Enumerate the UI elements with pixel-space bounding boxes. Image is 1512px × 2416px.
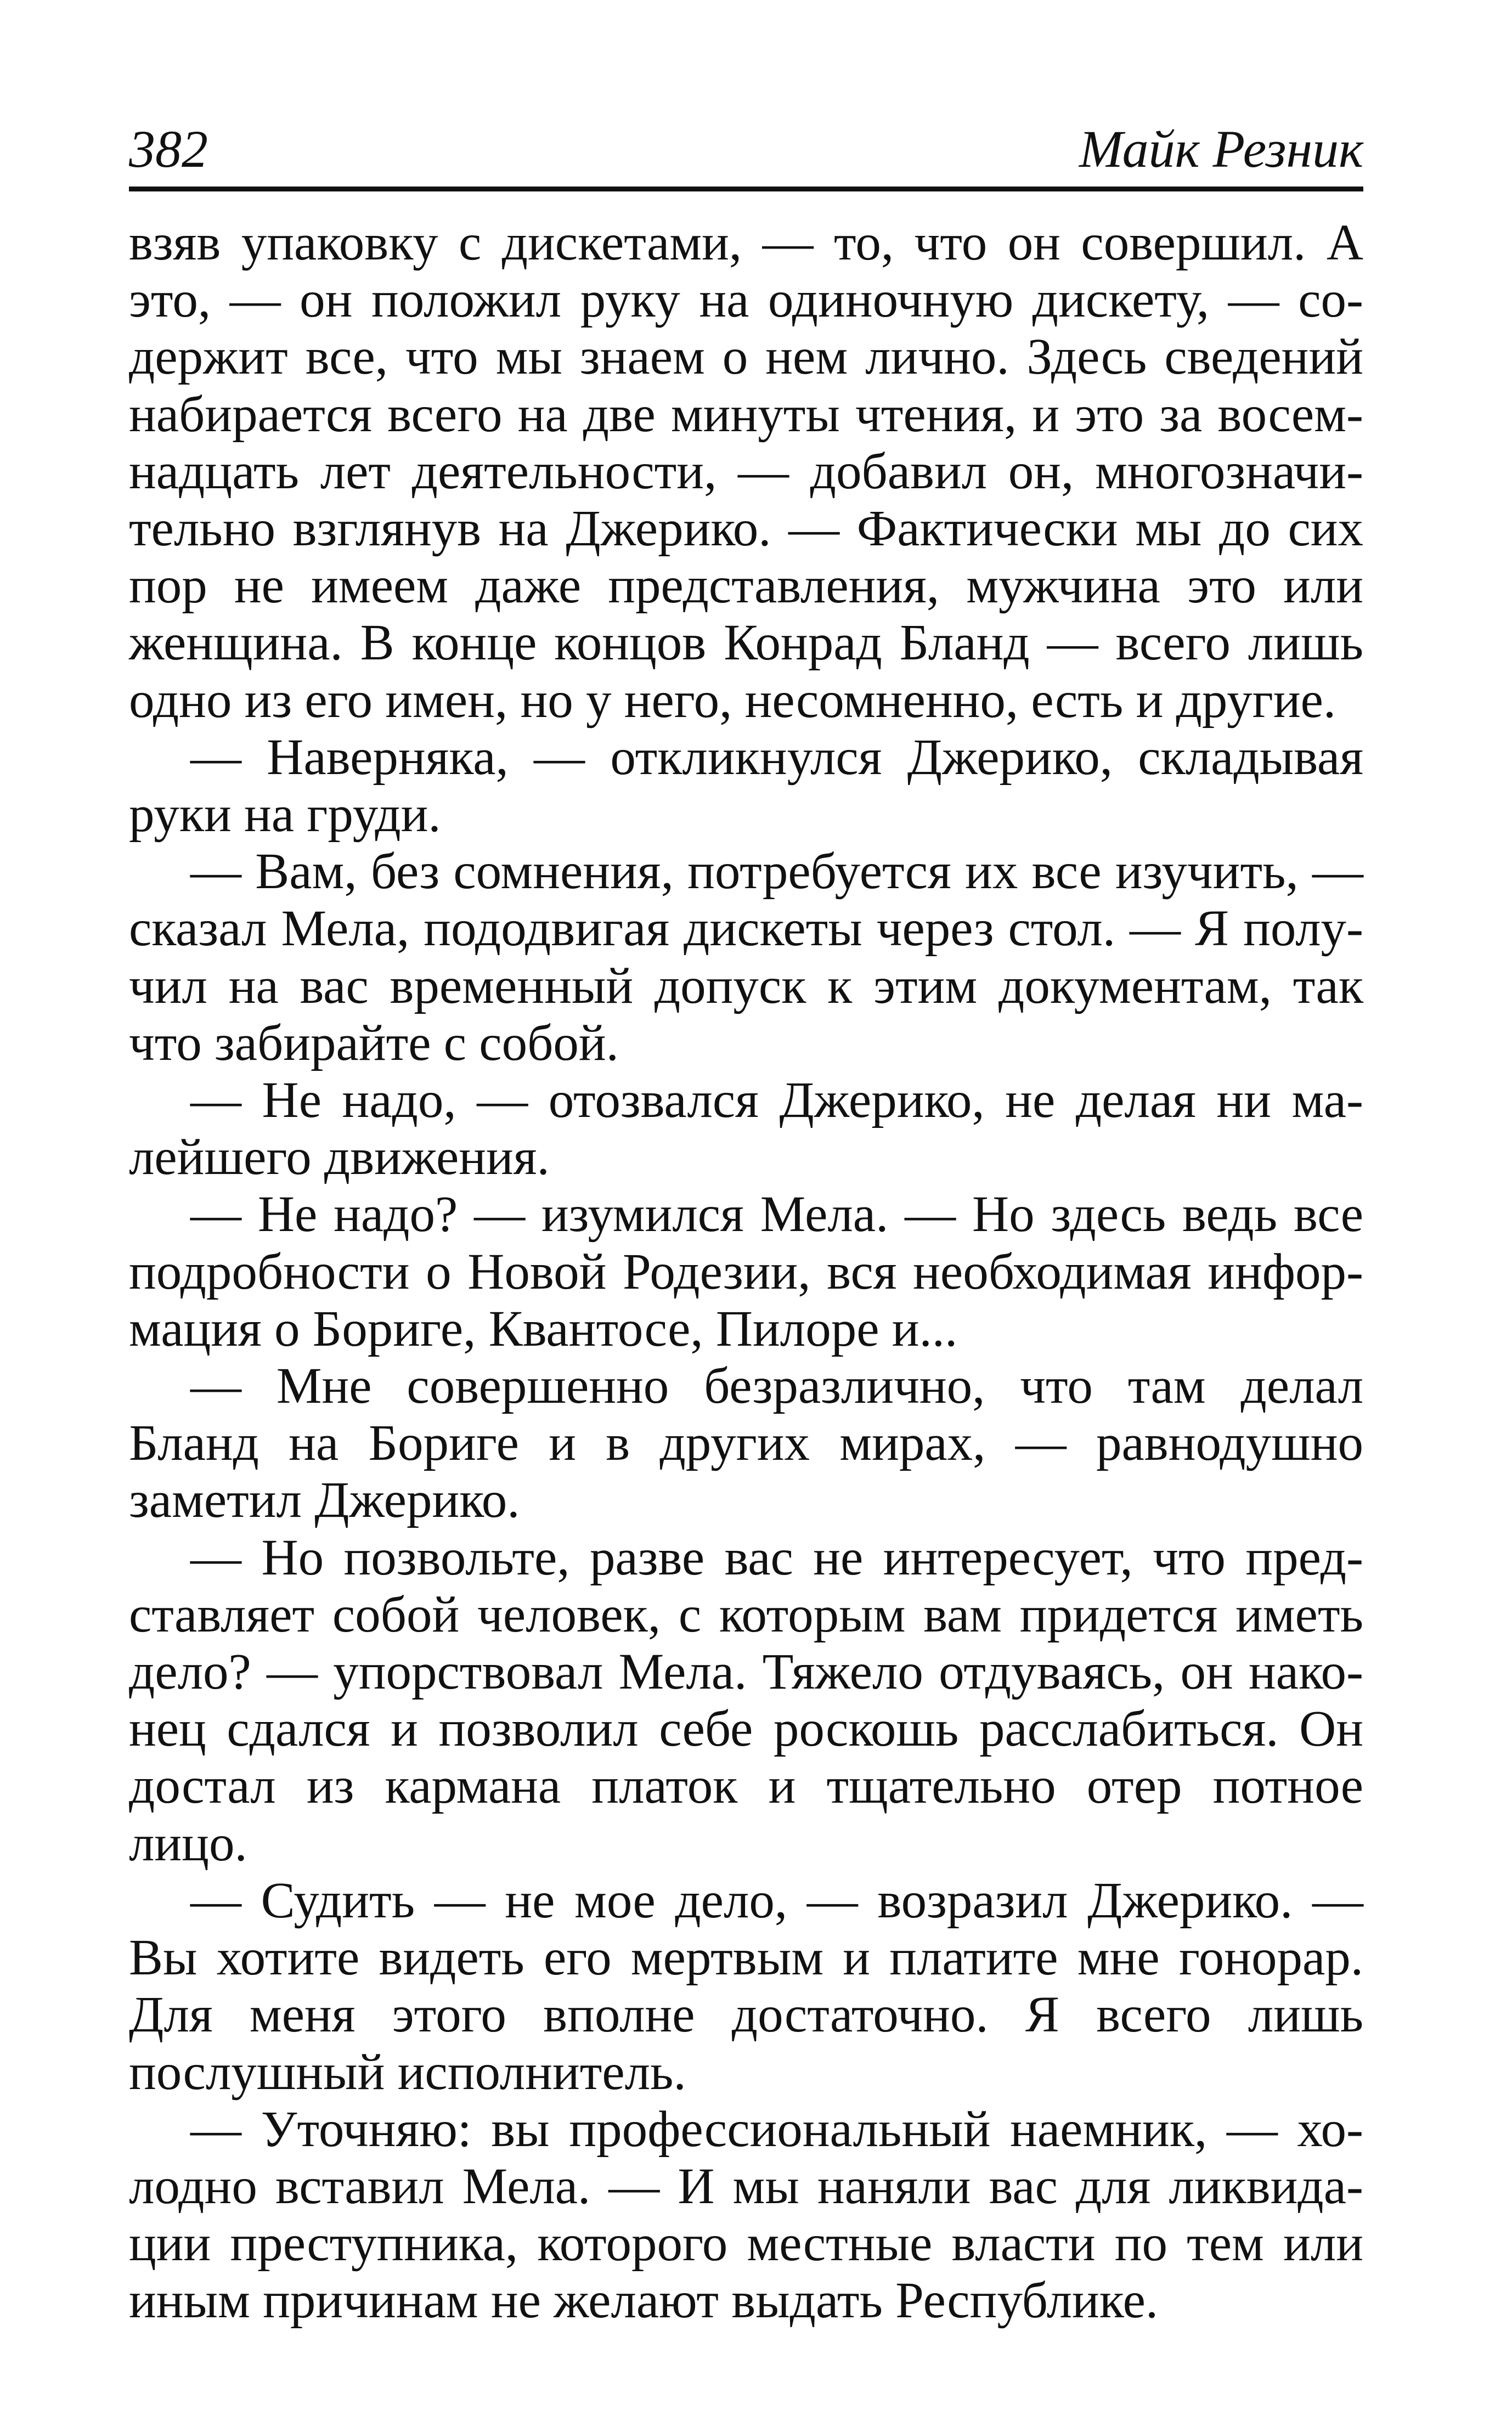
book-page xyxy=(129,115,1363,2330)
page-number: 382 xyxy=(129,120,208,178)
body-text xyxy=(129,214,1363,2330)
paragraph-7: — Но позвольте, разве вас не интересует, что представляет собой человек, с которым вам придется иметь дело? — упорствовал Мела. Тяжело отдуваясь, он наконец сдался и позволил себе роскошь расслабиться. Он достал из кармана платок и тщательно отер потное лицо. xyxy=(129,1529,1363,1872)
page-header xyxy=(129,115,1363,191)
paragraph-9: — Уточняю: вы профессиональный наемник, — холодно вставил Мела. — И мы наняли вас для ликвидации преступника, которого местные власти по тем или иным причинам не желают выдать Республике. xyxy=(129,2101,1363,2329)
paragraph-5: — Не надо? — изумился Мела. — Но здесь ведь все подробности о Новой Родезии, вся необходимая информация о Бориге, Квантосе, Пилоре и... xyxy=(129,1186,1363,1357)
paragraph-4: — Не надо, — отозвался Джерико, не делая ни малейшего движения. xyxy=(129,1072,1363,1186)
paragraph-1: взяв упаковку с дискетами, — то, что он совершил. А это, — он положил руку на одиночную дискету, — содержит все, что мы знаем о нем лично. Здесь сведений набирается всего на две минуты чтения, и это за восемнадцать лет деятельности, — добавил он, многозначительно взглянув на Джерико. — Фактически мы до сих пор не имеем даже представления, мужчина это или женщина. В конце концов Конрад Бланд — всего лишь одно из его имен, но у него, несомненно, есть и другие. xyxy=(129,214,1363,729)
paragraph-3: — Вам, без сомнения, потребуется их все изучить, — сказал Мела, пододвигая дискеты через стол. — Я получил на вас временный допуск к этим документам, так что забирайте с собой. xyxy=(129,843,1363,1071)
paragraph-8: — Судить — не мое дело, — возразил Джерико. — Вы хотите видеть его мертвым и платите мне гонорар. Для меня этого вполне достаточно. Я всего лишь послушный исполнитель. xyxy=(129,1872,1363,2101)
paragraph-6: — Мне совершенно безразлично, что там делал Бланд на Бориге и в других мирах, — равнодушно заметил Джерико. xyxy=(129,1358,1363,1529)
paragraph-2: — Наверняка, — откликнулся Джерико, складывая руки на груди. xyxy=(129,729,1363,843)
running-title-author: Майк Резник xyxy=(1079,120,1363,178)
